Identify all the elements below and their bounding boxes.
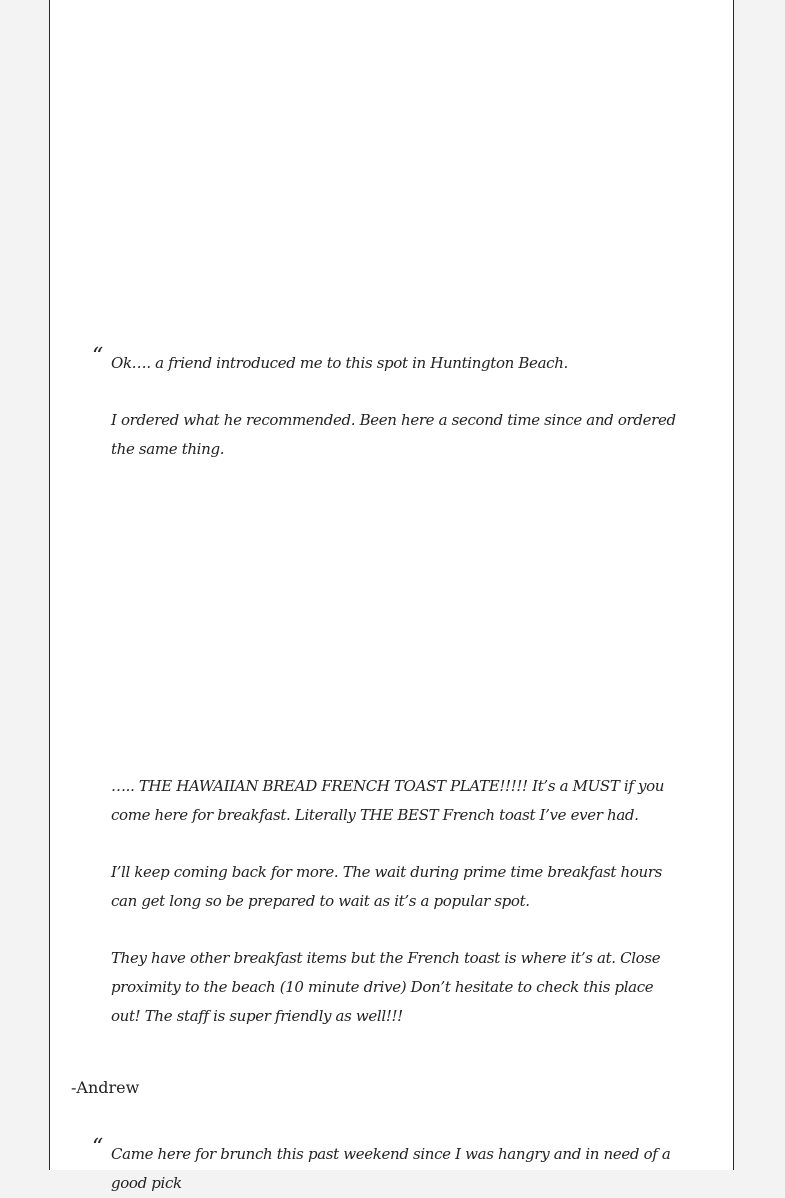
quote-open-icon: “	[92, 344, 104, 369]
review-paragraph-2: I ordered what he recommended. Been here a second time since and ordered the same thing.	[111, 411, 676, 458]
review-paragraph-3: ….. THE HAWAIIAN BREAD FRENCH TOAST PLATE!!!!! It’s a MUST if you come here for breakfast. Literally THE BEST French toast I’ve ever had.	[111, 777, 665, 824]
review-paragraph-1: Came here for brunch this past weekend since I was hangry and in need of a good pick	[111, 1145, 671, 1192]
review-paragraph-5: They have other breakfast items but the French toast is where it’s at. Close proximity to the beach (10 minute drive) Don’t hesitate to check this place out! The staff is super friendly as well!!!	[111, 949, 661, 1025]
review-paragraph-1: Ok…. a friend introduced me to this spot in Huntington Beach.	[111, 354, 568, 372]
review-paragraph-4: I’ll keep coming back for more. The wait during prime time breakfast hours can get long so be prepared to wait as it’s a popular spot.	[111, 863, 662, 910]
review-page	[49, 0, 734, 1192]
quote-open-icon: “	[92, 1135, 104, 1160]
review-author: -Andrew	[71, 1078, 140, 1097]
